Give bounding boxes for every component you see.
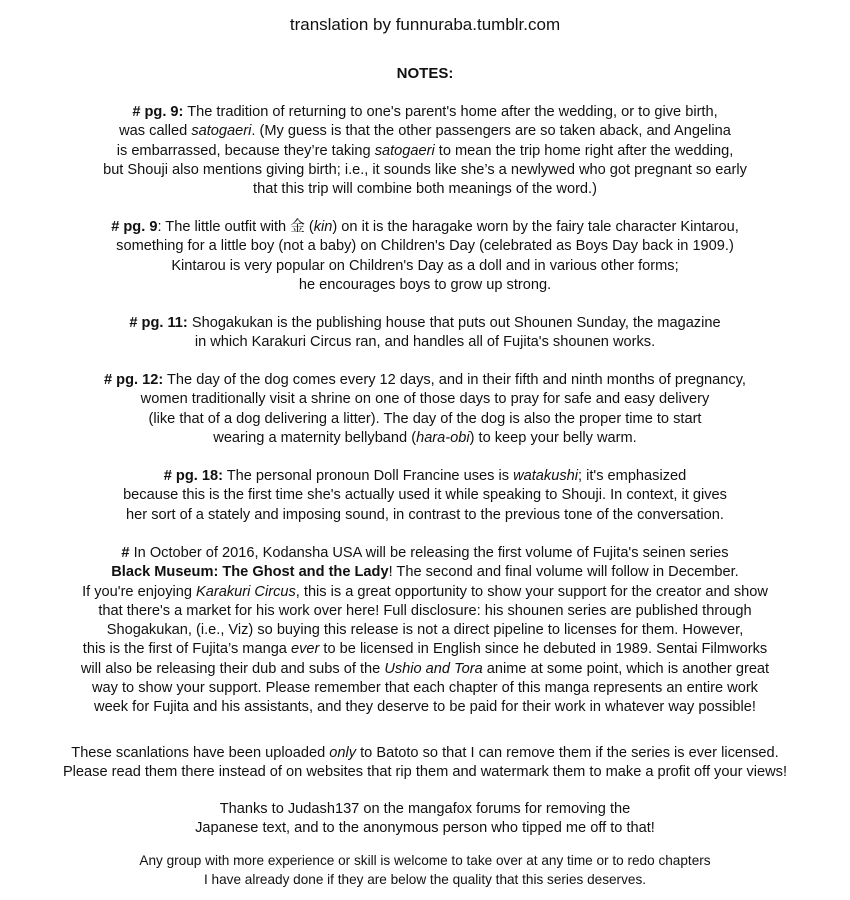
note-tag: # pg. 11: [129, 315, 188, 331]
group-invite-note: Any group with more experience or skill is welcome to take over at any time or to redo chapters I have already done if they are below the quality that this series deserves. [139, 853, 711, 887]
note-pg9-kintarou: # pg. 9: The little outfit with 金 (kin) on it is the haragake worn by the fairy tale character Kintarou, something for a little boy (not a baby) on Children's Day (celebrated as Boys Day back in 1909.) Kintarou is very popular on Children's Day as a doll and in various other forms; he encourages boys to grow up strong. [111, 219, 739, 293]
note-black-museum: # In October of 2016, Kodansha USA will be releasing the first volume of Fujita's seinen series Black Museum: The Ghost and the Lady! The second and final volume will follow in December. If you're enjoying Karakuri Circus, this is a great opportunity to show your support for the creator and show that there's a market for his work over here! Full disclosure: his shounen series are published through Shogakukan, (i.e., Viz) so buying this release is not a direct pipeline to licenses for them. However, this is the first of Fujita’s manga ever to be licensed in English since he debuted in 1989. Sentai Filmworks will also be releasing their dub and subs of the Ushio and Tora anime at some point, which is another great way to show your support. Please remember that each chapter of this manga represents an entire work week for Fujita and his assistants, and they deserve to be paid for their work in whatever way possible! [80, 545, 770, 716]
upload-notice: These scanlations have been uploaded only to Batoto so that I can remove them if the series is ever licensed. Please read them there instead of on websites that rip them and watermark them to make a profit off your views! [62, 745, 788, 781]
thanks-note: Thanks to Judash137 on the mangafox forums for removing the Japanese text, and to the anonymous person who tipped me off to that! [195, 801, 655, 837]
note-pg11-shogakukan: # pg. 11: Shogakukan is the publishing house that puts out Shounen Sunday, the magazine in which Karakuri Circus ran, and handles all of Fujita's shounen works. [129, 315, 721, 351]
note-pg9-satogaeri: # pg. 9: The tradition of returning to one's parent's home after the wedding, or to give birth, was called satogaeri. (My guess is that the other passengers are so taken aback, and Angelina is embarrassed, because they’re taking satogaeri to mean the trip home right after the wedding, but Shouji also mentions giving birth; i.e., it sounds like she’s a newlywed who got pregnant so early that this trip will combine both meanings of the word.) [103, 104, 747, 198]
book-title: Black Museum: The Ghost and the Lady [111, 564, 389, 581]
notes-title: NOTES: [396, 65, 454, 82]
translation-credit: translation by funnuraba.tumblr.com [289, 15, 561, 34]
note-tag: # pg. 9: [132, 104, 184, 120]
note-tag: # pg. 18: [163, 468, 223, 484]
note-tag: # pg. 9 [111, 219, 158, 235]
note-tag: # [121, 545, 130, 561]
note-pg18-watakushi: # pg. 18: The personal pronoun Doll Francine uses is watakushi; it's emphasized because this is the first time she's actually used it while speaking to Shouji. In context, it gives her sort of a stately and imposing sound, in contrast to the previous tone of the conversation. [123, 468, 727, 523]
note-tag: # pg. 12: [104, 372, 164, 388]
note-pg12-day-of-dog: # pg. 12: The day of the dog comes every 12 days, and in their fifth and ninth months of pregnancy, women traditionally visit a shrine on one of those days to pray for safe and easy delivery (like that of a dog delivering a litter). The day of the dog is also the proper time to start wearing a maternity bellyband (hara-obi) to keep your belly warm. [104, 372, 746, 446]
